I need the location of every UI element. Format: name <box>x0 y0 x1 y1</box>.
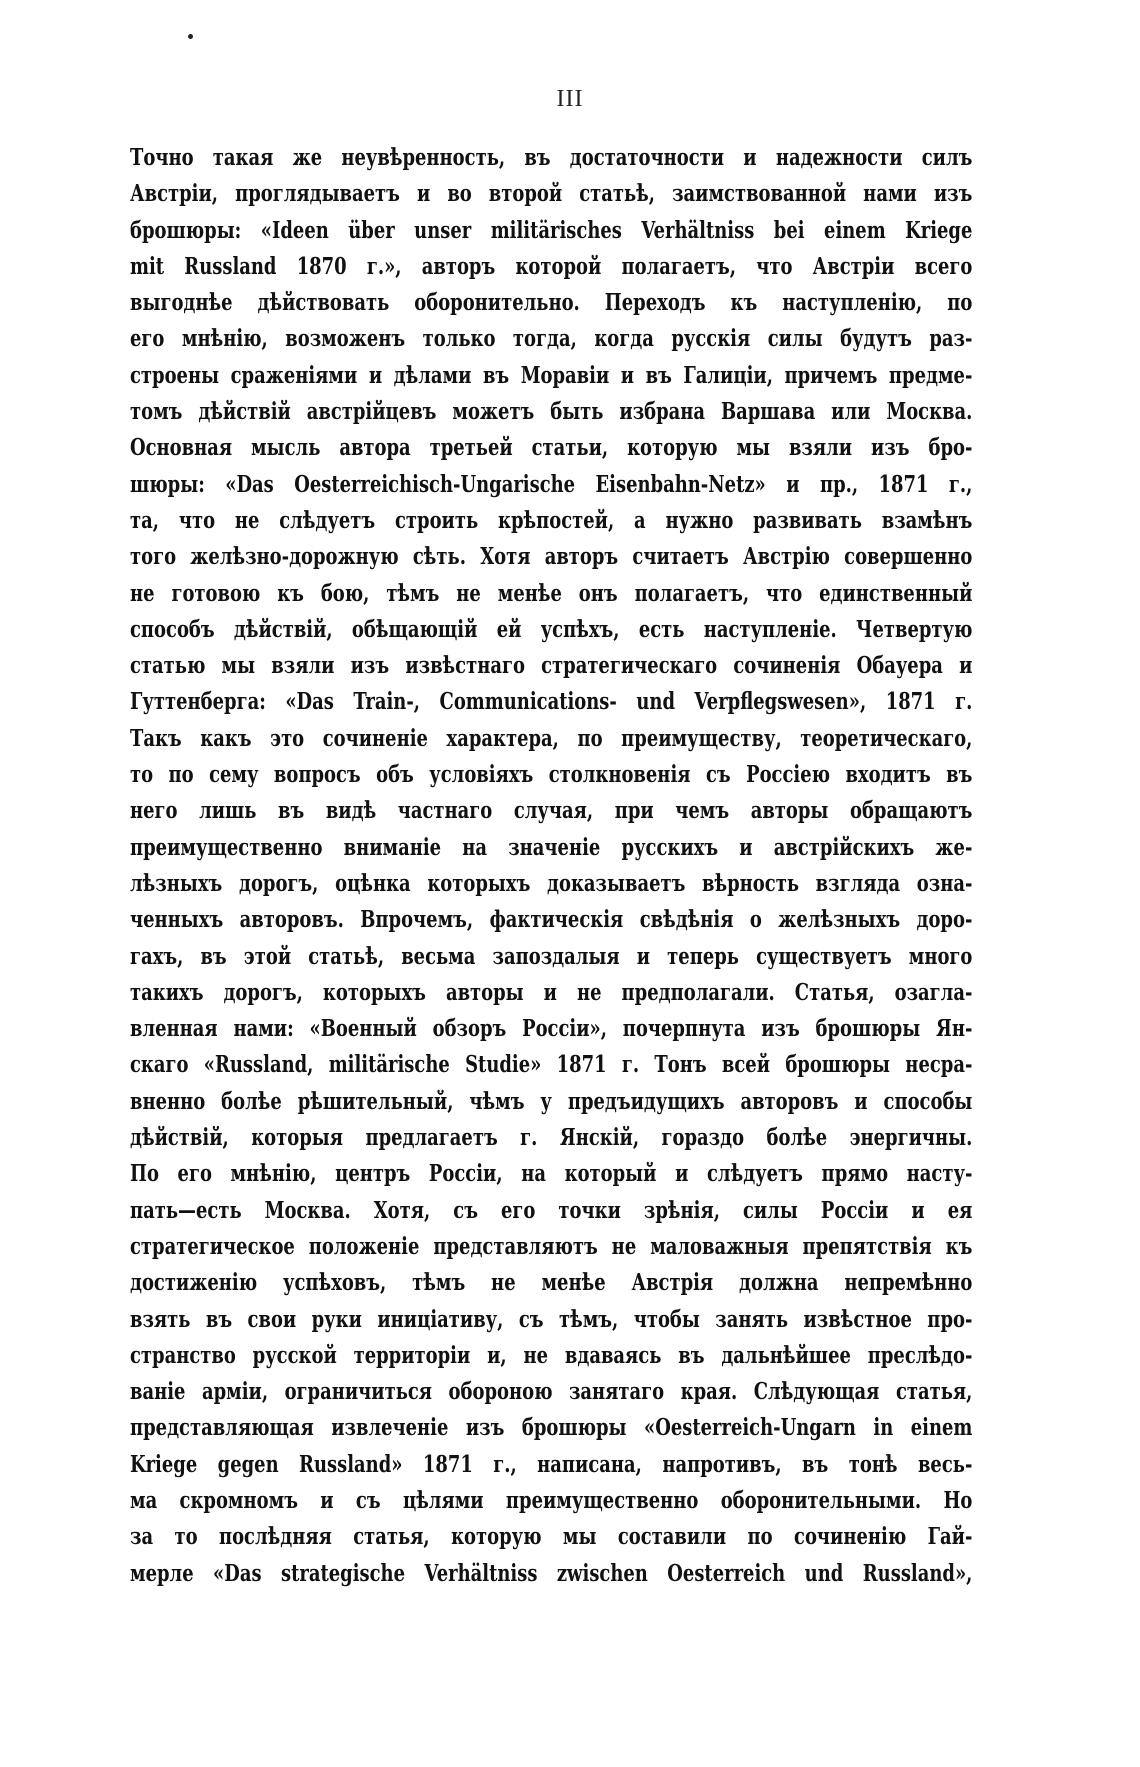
text-line: пать—есть Москва. Хотя, съ его точки зрѣнія, силы Россіи и ея <box>130 1196 973 1224</box>
text-line: вленная нами: «Военный обзоръ Россіи», почерпнута изъ брошюры Ян- <box>130 1015 973 1043</box>
text-line: странство русской территоріи и, не вдаваясь въ дальнѣйшее преслѣдо- <box>130 1341 973 1369</box>
text-line: брошюры: «Ideen über unser militärisches Verhältniss bei einem Kriege <box>130 216 973 244</box>
text-line: такихъ дорогъ, которыхъ авторы и не предполагали. Статья, озагла- <box>130 978 973 1006</box>
text-line: взять въ свои руки иниціативу, съ тѣмъ, чтобы занять извѣстное про- <box>130 1305 973 1333</box>
text-line: дѣйствій, которыя предлагаетъ г. Янскій, гораздо болѣе энергичны. <box>130 1124 973 1152</box>
text-line: ваніе арміи, ограничиться обороною занятаго края. Слѣдующая статья, <box>130 1378 973 1406</box>
body-text <box>130 140 972 1592</box>
text-line: ма скромномъ и съ цѣлями преимущественно оборонительными. Но <box>130 1486 973 1514</box>
text-line: выгоднѣе дѣйствовать оборонительно. Переходъ къ наступленію, по <box>130 289 973 317</box>
text-line: строены сраженіями и дѣлами въ Моравіи и въ Галиціи, причемъ предме- <box>130 361 973 389</box>
text-line: скаго «Russland, militärische Studie» 1871 г. Тонъ всей брошюры несра- <box>130 1051 973 1079</box>
text-line: Точно такая же неувѣренность, въ достаточности и надежности силъ <box>130 144 973 171</box>
text-line: него лишь въ видѣ частнаго случая, при чемъ авторы обращаютъ <box>130 797 973 825</box>
text-line: Австріи, проглядываетъ и во второй статьѣ, заимствованной нами изъ <box>130 180 973 208</box>
text-line: лѣзныхъ дорогъ, оцѣнка которыхъ доказываетъ вѣрность взгляда озна- <box>130 869 973 897</box>
text-line: томъ дѣйствій австрійцевъ можетъ быть избрана Варшава или Москва. <box>130 398 973 426</box>
text-line: того желѣзно-дорожную сѣть. Хотя авторъ считаетъ Австрію совершенно <box>130 543 973 571</box>
page-number: III <box>556 86 584 112</box>
text-line: статью мы взяли изъ извѣстнаго стратегическаго сочиненія Обауера и <box>130 652 973 680</box>
text-line: Основная мысль автора третьей статьи, которую мы взяли изъ бро- <box>130 434 973 462</box>
text-line: преимущественно вниманіе на значеніе русскихъ и австрійскихъ же- <box>130 833 973 861</box>
text-line: вненно болѣе рѣшительный, чѣмъ у предъидущихъ авторовъ и способы <box>130 1087 973 1115</box>
text-line: его мнѣнію, возможенъ только тогда, когда русскія силы будутъ раз- <box>130 325 973 353</box>
text-line: та, что не слѣдуетъ строить крѣпостей, а нужно развивать взамѣнъ <box>130 506 973 534</box>
text-line: mit Russland 1870 г.», авторъ которой полагаетъ, что Австріи всего <box>130 252 973 280</box>
text-line: Такъ какъ это сочиненіе характера, по преимуществу, теоретическаго, <box>130 724 973 752</box>
text-line: Kriege gegen Russland» 1871 г., написана, напротивъ, въ тонѣ весь- <box>130 1450 973 1478</box>
text-line: мерле «Das strategische Verhältniss zwischen Oesterreich und Russland», <box>130 1559 973 1587</box>
text-line: шюры: «Das Oesterreichisch-Ungarische Eisenbahn-Netz» и пр., 1871 г., <box>130 470 973 498</box>
text-line: то по сему вопросъ объ условіяхъ столкновенія съ Россіею входитъ въ <box>130 761 973 789</box>
text-line: за то послѣдняя статья, которую мы составили по сочиненію Гай- <box>130 1523 973 1551</box>
text-line: не готовою къ бою, тѣмъ не менѣе онъ полагаетъ, что единственный <box>130 579 973 607</box>
text-line: Гуттенберга: «Das Train-, Communications- und Verpflegswesen», 1871 г. <box>130 688 973 716</box>
text-line: По его мнѣнію, центръ Россіи, на который и слѣдуетъ прямо насту- <box>130 1160 973 1188</box>
ink-speck <box>188 34 193 39</box>
text-line: достиженію успѣховъ, тѣмъ не менѣе Австрія должна непремѣнно <box>130 1269 973 1297</box>
text-line: способъ дѣйствій, обѣщающій ей успѣхъ, есть наступленіе. Четвертую <box>130 615 973 643</box>
text-line: представляющая извлеченіе изъ брошюры «Oesterreich-Ungarn in einem <box>130 1414 973 1442</box>
text-line: стратегическое положеніе представляютъ не маловажныя препятствія къ <box>130 1232 973 1260</box>
text-line: ченныхъ авторовъ. Впрочемъ, фактическія свѣдѣнія о желѣзныхъ доро- <box>130 906 973 934</box>
text-line: гахъ, въ этой статьѣ, весьма запоздалыя и теперь существуетъ много <box>130 942 973 970</box>
